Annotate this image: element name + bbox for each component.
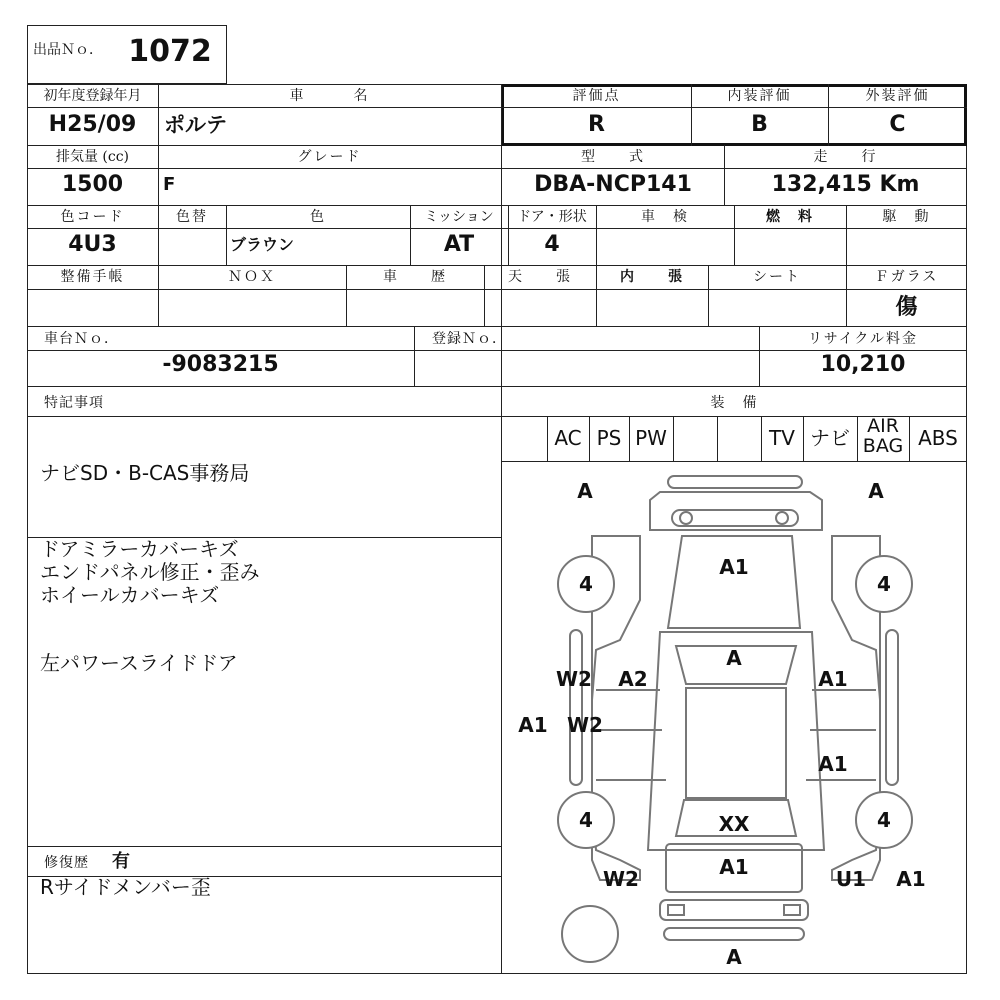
equipment-label: 装 備 <box>710 395 759 411</box>
equip-ps: PS <box>596 426 622 450</box>
lot-number: 1072 <box>128 34 212 69</box>
roof-label: 天 張 <box>508 269 572 285</box>
score: R <box>588 112 605 137</box>
mark-tire-fr: 4 <box>877 572 891 596</box>
mark-left-rear-fender: W2 <box>603 867 639 891</box>
notes-label: 特記事項 <box>44 395 104 411</box>
mark-rear-bumper: A <box>726 945 742 969</box>
mark-front-bumper-left: A <box>577 479 593 503</box>
mark-hood: A1 <box>719 555 749 579</box>
first-reg: H25/09 <box>48 112 137 137</box>
mark-right-front-door: A1 <box>818 667 848 691</box>
mark-trunk: A1 <box>719 855 749 879</box>
history-label: 車 歴 <box>383 269 447 285</box>
recycle-fee: 10,210 <box>820 352 906 377</box>
mileage-label: 走 行 <box>813 149 878 165</box>
score-label: 評価点 <box>572 88 621 104</box>
interior-label: 内装評価 <box>727 88 792 104</box>
mileage: 132,415 Km <box>771 172 920 197</box>
mark-front-bumper-right: A <box>868 479 884 503</box>
mark-rear-glass: XX <box>718 812 750 836</box>
color-label: 色 <box>310 209 326 225</box>
repair-detail: Rサイドメンバー歪 <box>40 875 211 899</box>
exterior-label: 外装評価 <box>865 88 930 104</box>
doors: 4 <box>544 232 560 257</box>
reg-label: 登録Ｎｏ． <box>432 331 507 347</box>
model-code: DBA-NCP141 <box>534 172 692 197</box>
equip-navi: ナビ <box>810 426 850 450</box>
seat-label: シート <box>753 269 801 285</box>
grade: F <box>163 174 176 195</box>
equip-airbag: AIR BAG <box>862 415 904 457</box>
mark-right-rear-corner: A1 <box>896 867 926 891</box>
repair-value: 有 <box>112 851 130 872</box>
mark-left-front-door-b: A2 <box>618 667 648 691</box>
equip-pw: PW <box>635 426 667 450</box>
mark-windshield: A <box>726 646 742 670</box>
recycle-label: リサイクル料金 <box>807 331 919 347</box>
note-3: 左パワースライドドア <box>40 651 238 675</box>
mark-left-front-door-a: W2 <box>556 667 592 691</box>
repaint-label: 色替 <box>176 209 208 225</box>
exterior-grade: C <box>889 112 906 137</box>
equip-tv: TV <box>769 426 795 450</box>
grade-label: グレード <box>297 149 362 165</box>
fuel-label: 燃 料 <box>766 209 814 225</box>
color-code-label: 色コード <box>60 209 125 225</box>
mark-right-rear-door: A1 <box>818 752 848 776</box>
mission: AT <box>443 232 475 257</box>
fglass: 傷 <box>895 294 918 320</box>
displacement-label: 排気量 (cc) <box>55 149 130 165</box>
inspection-label: 車 検 <box>641 209 689 225</box>
interior-grade: B <box>751 112 768 137</box>
car-name-label: 車 名 <box>289 88 370 104</box>
doors-label: ドア・形状 <box>517 209 587 225</box>
lot-number-label: 出品Ｎｏ． <box>33 42 103 58</box>
fglass-label: Ｆガラス <box>874 269 939 285</box>
maintenance-label: 整備手帳 <box>60 269 125 285</box>
note-2: ドアミラーカバーキズ エンドパネル修正・歪み ホイールカバーキズ <box>40 537 260 607</box>
mark-right-rear-fender: U1 <box>835 867 867 891</box>
mark-tire-rl: 4 <box>579 808 593 832</box>
chassis-number: -9083215 <box>162 352 279 377</box>
mark-tire-fl: 4 <box>579 572 593 596</box>
chassis-label: 車台Ｎｏ． <box>44 331 119 347</box>
displacement: 1500 <box>61 172 124 197</box>
mission-label: ミッション <box>424 209 494 225</box>
color-code: 4U3 <box>68 232 117 257</box>
repair-label: 修復歴 <box>44 855 89 871</box>
color: ブラウン <box>230 235 295 254</box>
model-label: 型 式 <box>581 149 645 165</box>
equip-abs: ABS <box>918 426 958 450</box>
first-reg-label: 初年度登録年月 <box>43 88 142 104</box>
mark-left-mirror: A1 <box>518 713 548 737</box>
mark-tire-rr: 4 <box>877 808 891 832</box>
mark-left-rear-door: W2 <box>567 713 603 737</box>
drive-label: 駆 動 <box>882 209 931 225</box>
note-1: ナビSD・B-CAS事務局 <box>40 461 250 485</box>
equip-ac: AC <box>554 426 582 450</box>
car-name: ポルテ <box>164 113 227 137</box>
interior-lining-label: 内 張 <box>620 269 684 285</box>
nox-label: ＮＯＸ <box>228 269 276 285</box>
